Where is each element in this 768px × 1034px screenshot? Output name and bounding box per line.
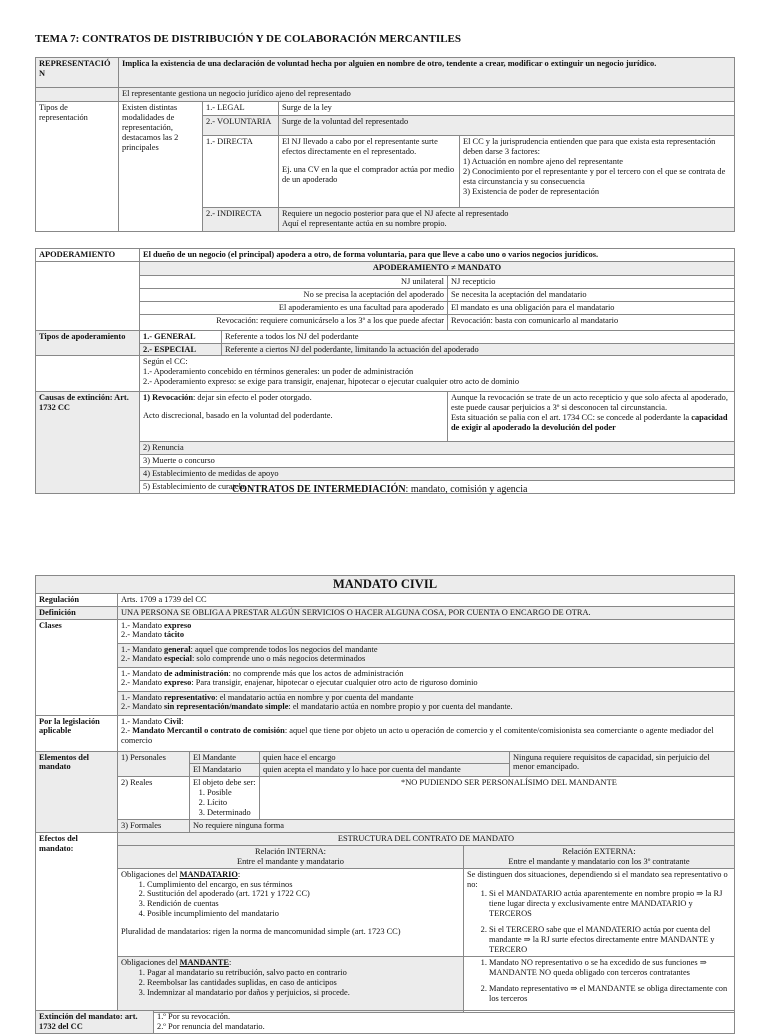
compare-left: No se precisa la aceptación del apoderado (140, 288, 448, 301)
estructura-title: ESTRUCTURA DEL CONTRATO DE MANDATO (118, 832, 735, 845)
extincion-apoyo: 4) Establecimiento de medidas de apoyo (140, 468, 735, 481)
tipo-especial-desc: Referente a ciertos NJ del poderdante, limitando la actuación del apoderado (222, 343, 735, 356)
tipo-indirecta: 2.- INDIRECTA (203, 208, 279, 232)
compare-right: Se necesita la aceptación del mandatario (448, 288, 735, 301)
tipos-apoderamiento-label: Tipos de apoderamiento (36, 330, 140, 356)
elementos-label: Elementos del mandato (36, 751, 118, 832)
legislacion-label: Por la legislación aplicable (36, 715, 118, 751)
apoderamiento-neq-mandato: APODERAMIENTO ≠ MANDATO (140, 261, 735, 275)
extincion-renuncia: 2) Renuncia (140, 442, 735, 455)
definicion-label: Definición (36, 606, 118, 619)
elemento-formales: 3) Formales (118, 820, 190, 833)
tipos-representacion-label: Tipos de representación (36, 102, 119, 232)
page-title: TEMA 7: CONTRATOS DE DISTRIBUCIÓN Y DE COLABORACIÓN MERCANTILES (35, 33, 462, 45)
regulacion-label: Regulación (36, 593, 118, 606)
tipo-indirecta-desc: Requiere un negocio posterior para que el NJ afecte al representado Aquí el representante actúa en su nombre propio. (279, 208, 735, 232)
representacion-label: REPRESENTACIÓN (36, 58, 119, 88)
revocacion-right: Aunque la revocación se trate de un acto recepticio y que solo afecta al apoderado, este puede causar perjuicios a 3º si desconocen tal circunstancia. Esta situación se palia con el art. 1734 CC: se concede al poderdante la capacidad de exigir al apoderado la devolución del poder (448, 392, 735, 442)
tipo-directa-desc: El NJ llevado a cabo por el representante surte efectos directamente en el representado. Ej. una CV en la que el comprador actúa por medio de un apoderado (279, 136, 460, 208)
representacion-section (35, 57, 735, 232)
tipo-voluntaria: 2.- VOLUNTARIA (203, 116, 279, 136)
relacion-externa-situaciones: Se distinguen dos situaciones, dependiendo si el mandato sea representativo o no: 1. Si el MANDATARIO actúa aparentemente en nombre propio ⇒ la RJ tiene lugar directa y exclusivamente entre MANDATARIO y TERCEROS 2. Si el TERCERO sabe que el MANDATERIO actúa por cuenta del mandante ⇒ la RJ surte efectos directamente entre MANDANTE y TERCERO (464, 868, 735, 956)
clases-general-especial: 1.- Mandato general: aquel que comprende todos los negocios del mandante 2.- Mandato especial: solo comprende uno o más negocios determinados (118, 643, 735, 667)
tipo-general: 1.- GENERAL (140, 330, 222, 343)
elemento-reales: 2) Reales (118, 777, 190, 820)
compare-right: El mandato es una obligación para el mandatario (448, 301, 735, 314)
apoderamiento-label: APODERAMIENTO (36, 249, 140, 262)
compare-right: NJ recepticio (448, 275, 735, 288)
causas-extincion-label: Causas de extinción: Art. 1732 CC (36, 392, 140, 494)
el-mandante-desc: quien hace el encargo (260, 751, 510, 764)
compare-left: NJ unilateral (140, 275, 448, 288)
obligaciones-mandante: Obligaciones del MANDANTE: 1. Pagar al mandatario su retribución, salvo pacto en contrario 2. Reembolsar las cantidades suplidas, en caso de anticipos 3. Indemnizar al mandatario por daños y perjuicios, si procede. (118, 956, 464, 1012)
clases-administracion-expreso: 1.- Mandato de administración: no comprende más que los actos de administración 2.- Mandato expreso: Para transigir, enajenar, hipotecar o ejecutar cualquier otro acto de riguroso dominio (118, 667, 735, 691)
apoderamiento-cc: Según el CC: 1.- Apoderamiento concebido en términos generales: un poder de administración 2.- Apoderamiento expreso: se exige para transigir, enajenar, hipotecar o ejecutar cualquier otro acto de dominio (140, 356, 735, 392)
definicion-value: UNA PERSONA SE OBLIGA A PRESTAR ALGÚN SERVICIOS O HACER ALGUNA COSA, POR CUENTA O ENCARGO DE OTRA. (118, 606, 735, 619)
tipo-general-desc: Referente a todos los NJ del poderdante (222, 330, 735, 343)
compare-left: El apoderamiento es una facultad para apoderado (140, 301, 448, 314)
relacion-externa-mandato: 1. Mandato NO representativo o se ha excedido de sus funciones ⇒ MANDANTE NO queda obligado con terceros contratantes 2. Mandato representativo ⇒ el MANDANTE se obliga directamente con los terceros (464, 956, 735, 1012)
representacion-definition: Implica la existencia de una declaración de voluntad hecha por alguien en nombre de otro, tendente a crear, modificar o extinguir un negocio jurídico. (119, 58, 735, 88)
tipo-legal: 1.- LEGAL (203, 102, 279, 116)
el-mandatario-desc: quien acepta el mandato y lo hace por cuenta del mandante (260, 764, 510, 777)
legislacion-value: 1.- Mandato Civil: 2.- Mandato Mercantil o contrato de comisión: aquel que tiene por objeto un acto u operación de comercio y el comitente/comisionista sea comerciante o agente mediador del comercio (118, 715, 735, 751)
compare-left: Revocación: requiere comunicárselo a los 3º a los que puede afectar (140, 314, 448, 330)
apoderamiento-section (35, 248, 735, 494)
objeto-nota: *NO PUDIENDO SER PERSONALÍSIMO DEL MANDANTE (260, 777, 735, 820)
formales-desc: No requiere ninguna forma (190, 820, 735, 833)
mandato-civil-title: MANDATO CIVIL (36, 576, 735, 594)
factores-representacion: El CC y la jurisprudencia entienden que para que exista esta representación deben darse 3 factores: 1) Actuación en nombre ajeno del representante 2) Conocimiento por el representante y por el tercero con el que se contrata de esta circunstancia y su consecuencia 3) Existencia de poder de representación (460, 136, 735, 208)
clases-expreso-tacito: 1.- Mandato expreso 2.- Mandato tácito (118, 619, 735, 643)
efectos-label: Efectos del mandato: (36, 832, 118, 1012)
regulacion-value: Arts. 1709 a 1739 del CC (118, 593, 735, 606)
extincion-section (35, 1010, 735, 1031)
compare-right: Revocación: basta con comunicarlo al mandatario (448, 314, 735, 330)
tipo-especial: 2.- ESPECIAL (140, 343, 222, 356)
tipo-legal-desc: Surge de la ley (279, 102, 735, 116)
revocacion-left: 1) Revocación: dejar sin efecto el poder otorgado. Acto discrecional, basado en la voluntad del poderdante. (140, 392, 448, 442)
relacion-interna: Relación INTERNA: Entre el mandante y mandatario (118, 845, 464, 868)
tipos-representacion-intro: Existen distintas modalidades de representación, destacamos las 2 principales (119, 102, 203, 232)
obligaciones-mandatario: Obligaciones del MANDATARIO: 1. Cumplimiento del encargo, en sus términos 2. Sustitución del apoderado (art. 1721 y 1722 CC) 3. Rendición de cuentas 4. Posible incumplimiento del mandatario Pluralidad de mandatarios: rigen la norma de mancomunidad simple (art. 1723 CC) (118, 868, 464, 956)
extincion-list: 1.º Por su revocación. 2.º Por renuncia del mandatario. (154, 1011, 735, 1034)
objeto-requisitos: El objeto debe ser: 1. Posible 2. Lícito 3. Determinado (190, 777, 260, 820)
extincion-label: Extinción del mandato: art. 1732 del CC (36, 1011, 154, 1034)
mandato-civil-section (35, 575, 735, 1013)
elemento-personales: 1) Personales (118, 751, 190, 777)
el-mandatario: El Mandatario (190, 764, 260, 777)
relacion-externa: Relación EXTERNA: Entre el mandante y mandatario con los 3º contratante (464, 845, 735, 868)
el-mandante: El Mandante (190, 751, 260, 764)
extincion-muerte: 3) Muerte o concurso (140, 455, 735, 468)
clases-label: Clases (36, 619, 118, 715)
clases-representativo-simple: 1.- Mandato representativo: el mandatario actúa en nombre y por cuenta del mandante 2.- Mandato sin representación/mandato simple: el mandatario actúa en nombre propio y por cuenta del mandante. (118, 691, 735, 715)
extincion-curatela: 5) Establecimiento de curatela (140, 481, 735, 494)
intermediacion-heading: CONTRATOS DE INTERMEDIACIÓN: mandato, comisión y agencia (232, 484, 528, 495)
tipo-voluntaria-desc: Surge de la voluntad del representado (279, 116, 735, 136)
personales-nota: Ninguna requiere requisitos de capacidad, sin perjuicio del menor emancipado. (510, 751, 735, 777)
representacion-note: El representante gestiona un negocio jurídico ajeno del representado (119, 88, 735, 102)
apoderamiento-definition: El dueño de un negocio (el principal) apodera a otro, de forma voluntaria, para que lleve a cabo uno o varios negocios jurídicos. (140, 249, 735, 262)
tipo-directa: 1.- DIRECTA (203, 136, 279, 208)
